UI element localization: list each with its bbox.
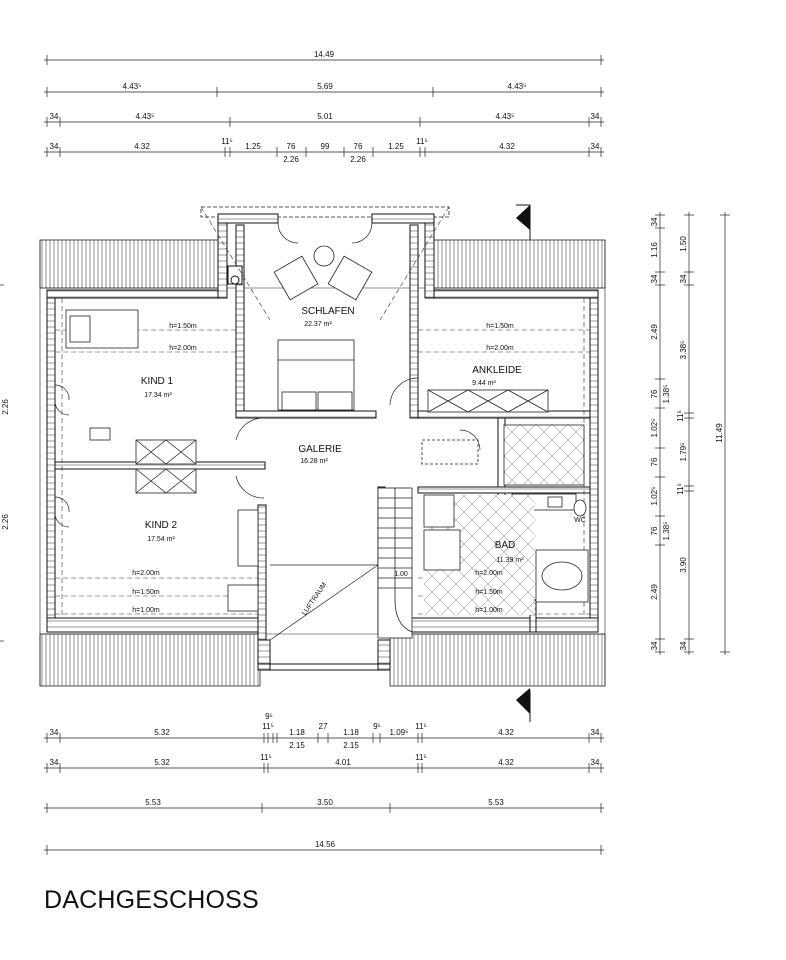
dim-top-r4-8: 11⁵ <box>416 137 428 146</box>
dim-top-r4-10: 34 <box>590 142 600 151</box>
dim-top-r4-7: 1.25 <box>388 142 404 151</box>
dim-right-c2-6: 3.90 <box>679 557 688 573</box>
dim-right-c2-7: 34 <box>679 641 688 651</box>
dim-bot-r1-0: 34 <box>49 728 59 737</box>
dim-right-c1-8: 76 <box>650 526 659 536</box>
room-name-kind1: KIND 1 <box>140 376 174 387</box>
height-note: h=1.50m <box>486 323 514 330</box>
desk <box>238 510 258 566</box>
room-area-bad: 11.39 m² <box>496 557 524 564</box>
height-note: h=2.00m <box>486 345 514 352</box>
dim-right-c1-4: 76 <box>650 389 659 399</box>
staircase <box>378 488 412 638</box>
height-note: h=1.50m <box>475 589 503 596</box>
door <box>352 223 372 243</box>
room-name-schlafen: SCHLAFEN <box>301 306 355 317</box>
room-name-galerie: GALERIE <box>298 444 342 455</box>
dim-bot-r2-4: 11⁵ <box>415 753 427 762</box>
furniture <box>66 246 588 638</box>
dim-bot-r1-1: 5.32 <box>154 728 170 737</box>
height-note: h=1.00m <box>132 607 160 614</box>
dim-right-c1-small-b: 1.38⁵ <box>662 521 671 541</box>
dim-right-c1-9: 2.49 <box>650 584 659 600</box>
right-dimension-labels <box>650 217 724 650</box>
dim-top-r4-3: 1.25 <box>245 142 261 151</box>
dim-top-r3-e: 34 <box>590 112 600 121</box>
dim-right-c2-0: 1.50 <box>679 236 688 252</box>
dim-bot-r1-sub-b: 2.15 <box>343 741 359 750</box>
left-dimension-labels <box>0 285 10 641</box>
dim-bot-r2-1: 5.32 <box>154 758 170 767</box>
dim-bot-r2-0: 34 <box>49 758 59 767</box>
room-name-bad: BAD <box>494 540 516 551</box>
dim-top-r4-0: 34 <box>49 142 59 151</box>
dim-top-r3-c: 5.01 <box>317 112 333 121</box>
dim-right-c1-5: 1.02⁵ <box>650 418 659 438</box>
dim-top-r2-c: 4.43⁵ <box>507 82 527 91</box>
wardrobe <box>136 440 196 464</box>
section-marker-top <box>516 205 530 240</box>
dim-top-r4-9: 4.32 <box>499 142 515 151</box>
room-area-schlafen: 22.37 m² <box>304 321 332 328</box>
room-name-ankleide: ANKLEIDE <box>472 365 522 376</box>
dim-top-r3-a: 34 <box>49 112 59 121</box>
bottom-dimension-chains <box>44 733 604 855</box>
bottom-dimension-labels <box>50 712 600 849</box>
plan-title: DACHGESCHOSS <box>44 886 259 914</box>
door <box>278 223 298 243</box>
dim-top-r3-d: 4.43⁵ <box>495 112 515 121</box>
dim-bot-r1-6: 1.18 <box>343 728 359 737</box>
dim-right-c1-3: 2.49 <box>650 324 659 340</box>
dim-top-r4-1: 4.32 <box>134 142 150 151</box>
dim-right-c1-6: 76 <box>650 457 659 467</box>
room-area-galerie: 16.28 m² <box>300 458 328 465</box>
dim-bot-r1-2: 9⁵ <box>265 712 273 721</box>
dim-bot-total: 14.56 <box>314 840 336 849</box>
dim-bot-r1-sub-a: 2.15 <box>289 741 305 750</box>
dim-right-c2-2: 3.38⁵ <box>679 340 688 360</box>
height-note: h=1.50m <box>132 589 160 596</box>
dim-right-c1-0: 34 <box>650 217 659 227</box>
room-area-ankleide: 9.44 m² <box>472 380 496 387</box>
dim-bot-r2-3: 4.01 <box>335 758 351 767</box>
dim-bot-r3-2: 5.53 <box>488 798 504 807</box>
luftraum-label: LUFTRAUM <box>301 581 329 617</box>
dim-bot-r2-5: 4.32 <box>498 758 514 767</box>
dim-top-r4-5: 99 <box>320 142 330 151</box>
dim-right-c2-3: 11⁵ <box>676 410 685 422</box>
height-note: h=1.50m <box>169 323 197 330</box>
dim-right-total: 11.49 <box>715 423 724 443</box>
armchair <box>274 256 318 300</box>
shower <box>504 425 584 485</box>
room-area-kind2: 17.54 m² <box>147 536 175 543</box>
dim-bot-r2-2: 11⁵ <box>260 753 272 762</box>
door <box>236 476 264 498</box>
desk <box>228 585 258 611</box>
dim-bot-r2-6: 34 <box>590 758 600 767</box>
dim-top-total: 14.49 <box>313 50 335 59</box>
dim-right-c1-10: 34 <box>650 641 659 651</box>
dim-bot-r1-9: 11⁵ <box>415 722 427 731</box>
dim-top-r3-b: 4.43⁵ <box>135 112 155 121</box>
dim-right-c2-5: 11⁵ <box>676 483 685 495</box>
height-note: h=2.00m <box>475 570 503 577</box>
dim-top-r2-a: 4.43⁵ <box>122 82 142 91</box>
dim-right-c2-1: 34 <box>679 274 688 284</box>
room-area-kind1: 17.34 m² <box>144 392 172 399</box>
dim-left-b: 2.26 <box>1 514 10 530</box>
dim-top-r2-b: 5.69 <box>317 82 333 91</box>
dim-right-c1-2: 34 <box>650 274 659 284</box>
dim-right-c1-1: 1.16 <box>650 242 659 258</box>
room-name-kind2: KIND 2 <box>144 520 178 531</box>
dim-bot-r3-0: 5.53 <box>145 798 161 807</box>
wardrobe <box>136 469 196 493</box>
height-note: h=2.00m <box>169 345 197 352</box>
dim-bot-r1-11: 34 <box>590 728 600 737</box>
dim-right-c1-small-a: 1.38⁵ <box>662 384 671 404</box>
door <box>236 418 264 440</box>
top-dimension-labels <box>50 50 600 164</box>
dim-bot-r1-4: 1.18 <box>289 728 305 737</box>
dim-top-r4-sub-b: 2.26 <box>350 155 366 164</box>
dim-right-c1-7: 1.02⁵ <box>650 486 659 506</box>
dim-bot-r1-5: 27 <box>318 722 328 731</box>
height-note: h=2.00m <box>132 570 160 577</box>
dim-bot-r1-7: 9⁵ <box>373 722 381 731</box>
dim-bot-r1-10: 4.32 <box>498 728 514 737</box>
dim-bot-r1-3: 11⁵ <box>262 722 274 731</box>
dim-bot-r3-1: 3.50 <box>317 798 333 807</box>
height-note: h=1.00m <box>475 607 503 614</box>
toilet <box>574 500 586 516</box>
side-table <box>314 246 334 266</box>
dim-top-r4-6: 76 <box>353 142 363 151</box>
dim-bot-r1-8: 1.09⁵ <box>389 728 409 737</box>
stair-value-label: 1.00 <box>394 571 408 578</box>
armchair <box>328 256 372 300</box>
dim-top-r4-2: 11⁵ <box>221 137 233 146</box>
dim-left-a: 2.26 <box>1 399 10 415</box>
dim-top-r4-sub-a: 2.26 <box>283 155 299 164</box>
wc-label: WC <box>574 517 586 524</box>
section-marker-bottom <box>516 688 530 722</box>
dim-right-c2-4: 1.79⁵ <box>679 442 688 462</box>
dim-top-r4-4: 76 <box>286 142 296 151</box>
